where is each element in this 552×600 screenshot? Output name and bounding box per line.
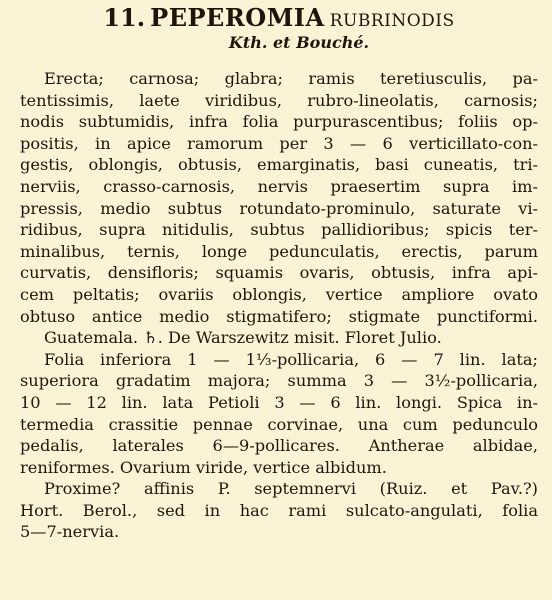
text-line: tentissimis, laete viridibus, rubro-lineolatis, carnosis; bbox=[20, 90, 538, 110]
text-line: Proxime? affinis P. septemnervi (Ruiz. et Pav.?) bbox=[44, 479, 538, 499]
text-line: gestis, oblongis, obtusis, emarginatis, basi cuneatis, tri- bbox=[20, 155, 538, 175]
text-line: 10 — 12 lin. lata Petioli 3 — 6 lin. longi. Spica in- bbox=[20, 392, 538, 412]
text-line: cem peltatis; ovariis oblongis, vertice ampliore ovato bbox=[20, 284, 538, 304]
text-line: termedia crassitie pennae corvinae, una cum pedunculo bbox=[20, 414, 538, 434]
text-line: ridibus, supra nitidulis, subtus pallidioribus; spicis ter- bbox=[20, 220, 538, 240]
locality-line: Guatemala. ♄. De Warszewitz misit. Floret Julio. bbox=[44, 328, 442, 348]
genus-name: PEPEROMIA bbox=[150, 3, 325, 32]
text-line: curvatis, densifloris; squamis ovaris, obtusis, infra api- bbox=[20, 263, 538, 283]
author-citation: Kth. et Bouché. bbox=[228, 33, 370, 52]
species-heading bbox=[20, 4, 538, 32]
text-line: superiora gradatim majora; summa 3 — 3½-pollicaria, bbox=[20, 371, 538, 391]
text-line: pressis, medio subtus rotundato-prominulo, saturate vi- bbox=[20, 198, 538, 218]
text-line: pedalis, laterales 6—9-pollicares. Antherae albidae, bbox=[20, 436, 538, 456]
species-epithet: RUBRINODIS bbox=[329, 11, 455, 31]
text-line: reniformes. Ovarium viride, vertice albidum. bbox=[20, 457, 387, 477]
text-line: Hort. Berol., sed in hac rami sulcato-angulati, folia bbox=[20, 500, 538, 520]
species-number: 11. bbox=[103, 3, 146, 32]
text-line: obtuso antice medio stigmatifero; stigmate punctiformi. bbox=[20, 306, 538, 326]
text-line: positis, in apice ramorum per 3 — 6 verticillato-con- bbox=[20, 133, 538, 153]
text-line: Erecta; carnosa; glabra; ramis teretiusculis, pa- bbox=[44, 69, 538, 88]
text-line: 5—7-nervia. bbox=[20, 522, 120, 542]
text-line: minalibus, ternis, longe pedunculatis, erectis, parum bbox=[20, 241, 538, 261]
text-line: Folia inferiora 1 — 1⅓-pollicaria, 6 — 7 lin. lata; bbox=[44, 349, 538, 369]
description-text bbox=[20, 68, 538, 543]
text-line: nodis subtumidis, infra folia purpurascentibus; foliis op- bbox=[20, 112, 538, 132]
text-line: nerviis, crasso-carnosis, nervis praesertim supra im- bbox=[20, 176, 538, 196]
